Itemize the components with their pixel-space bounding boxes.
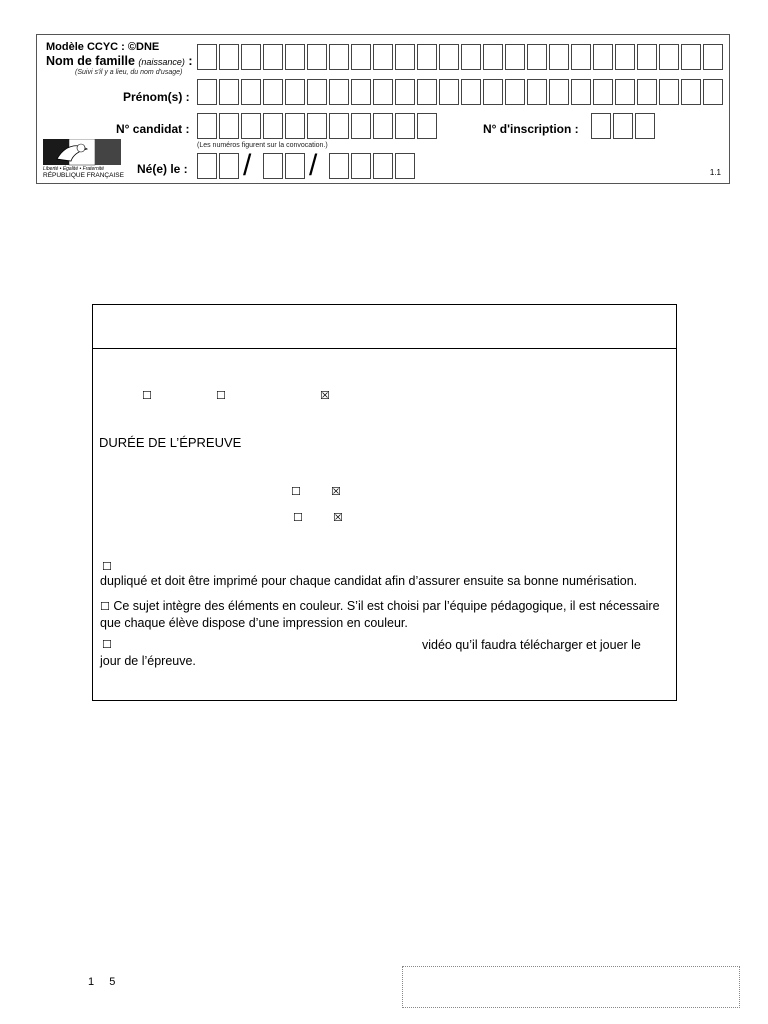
family-name-label <box>46 54 193 68</box>
birth-year-field[interactable] <box>329 153 417 179</box>
instruction-line-2-text: Ce sujet intègre des éléments en couleur. S’il est choisi par l’équipe pédagogique, il est nécessaire que chaque élève dispose d’une impression en couleur. <box>100 599 660 630</box>
checkbox-checked[interactable]: ☒ <box>320 389 330 402</box>
birth-label: Né(e) le : <box>137 162 188 176</box>
page-current: 1 <box>88 976 96 988</box>
checkbox-empty[interactable]: ☐ <box>102 638 112 651</box>
inscription-label: N° d'inscription : <box>483 122 579 136</box>
checkbox-empty[interactable]: ☐ <box>142 389 152 402</box>
firstname-label: Prénom(s) : <box>123 90 190 104</box>
birth-month-field[interactable] <box>263 153 307 179</box>
exam-info-frame <box>92 304 677 701</box>
checkbox-checked[interactable]: ☒ <box>331 485 341 498</box>
republique-francaise-logo <box>43 139 124 179</box>
model-label: Modèle CCYC : ©DNE <box>46 41 160 53</box>
candidate-note: (Les numéros figurent sur la convocation.) <box>197 142 328 149</box>
checkbox-checked[interactable]: ☒ <box>333 511 343 524</box>
checkbox-empty[interactable]: ☐ <box>216 389 226 402</box>
family-name-colon: : <box>188 54 193 68</box>
logo-motto: Liberté • Égalité • Fraternité <box>43 166 105 172</box>
birth-day-field[interactable] <box>197 153 241 179</box>
footer-code-box <box>402 966 740 1008</box>
instruction-line-1: dupliqué et doit être imprimé pour chaque candidat afin d’assurer ensuite sa bonne numérisation. <box>100 574 638 588</box>
family-name-field[interactable] <box>197 44 725 70</box>
duree-title: DURÉE DE L’ÉPREUVE <box>99 435 242 450</box>
date-separator: / <box>243 149 252 182</box>
candidate-header <box>36 34 730 184</box>
family-name-note: (naissance) <box>138 57 185 67</box>
checkbox-empty[interactable]: ☐ <box>291 485 301 498</box>
firstname-field[interactable] <box>197 79 725 105</box>
page-number <box>88 976 116 988</box>
instruction-line-3b: jour de l’épreuve. <box>100 654 196 668</box>
instruction-line-2 <box>100 598 660 631</box>
version-number: 1.1 <box>709 168 721 177</box>
logo-text: RÉPUBLIQUE FRANÇAISE <box>43 172 124 179</box>
checkbox-empty[interactable]: ☐ <box>100 600 110 613</box>
checkbox-empty[interactable]: ☐ <box>102 560 112 573</box>
candidate-label: N° candidat : <box>116 122 190 136</box>
frame-title-area <box>93 305 676 349</box>
family-name-text: Nom de famille <box>46 54 135 68</box>
page-total: 5 <box>109 976 117 988</box>
candidate-number-field[interactable] <box>197 113 439 139</box>
checkbox-empty[interactable]: ☐ <box>293 511 303 524</box>
date-separator: / <box>309 149 318 182</box>
instruction-line-3a: vidéo qu’il faudra télécharger et jouer le <box>422 638 641 652</box>
family-name-sub: (Suivi s'il y a lieu, du nom d'usage) <box>75 69 183 76</box>
inscription-number-field[interactable] <box>591 113 657 139</box>
